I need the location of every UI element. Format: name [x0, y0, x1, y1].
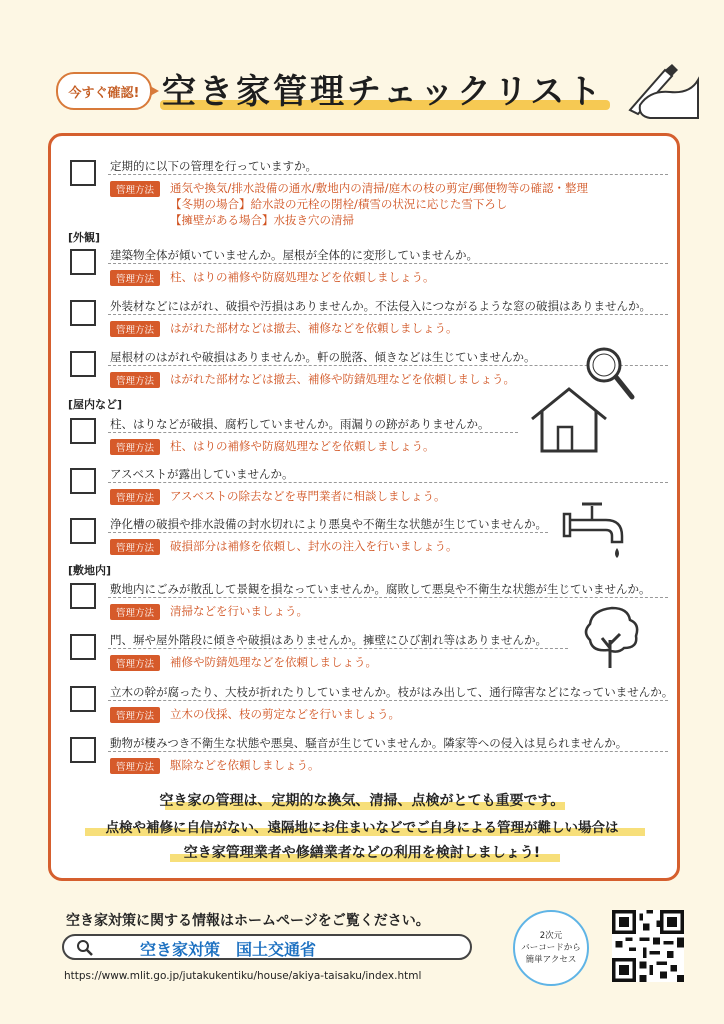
checkbox-premises-3[interactable]: [70, 686, 96, 712]
divider: [108, 532, 548, 533]
section-label-interior: [屋内など]: [68, 398, 123, 411]
faucet-icon: [560, 492, 636, 560]
checkbox-interior-3[interactable]: [70, 518, 96, 544]
method-tag: 管理方法: [110, 604, 160, 620]
question: 屋根材のはがれや破損はありませんか。軒の脱落、傾きなどは生じていませんか。: [110, 350, 536, 364]
question-intro: 定期的に以下の管理を行っていますか。: [110, 159, 317, 173]
method-tag: 管理方法: [110, 707, 160, 723]
checkbox-exterior-3[interactable]: [70, 351, 96, 377]
checkbox-premises-4[interactable]: [70, 737, 96, 763]
answer: 補修や防錆処理などを依頼しましょう。: [170, 655, 377, 669]
question: 柱、はりなどが破損、腐朽していませんか。雨漏りの跡がありませんか。: [110, 417, 490, 431]
answer: アスベストの除去などを専門業者に相談しましょう。: [170, 489, 446, 503]
tree-icon: [582, 604, 642, 670]
answer: 立木の伐採、枝の剪定などを行いましょう。: [170, 707, 400, 721]
question: 建築物全体が傾いていませんか。屋根が全体的に変形していませんか。: [110, 248, 478, 262]
house-icon: [528, 383, 610, 455]
search-icon: [76, 939, 94, 957]
bubble-line-3: 簡単アクセス: [525, 955, 577, 965]
method-tag: 管理方法: [110, 539, 160, 555]
badge: 今すぐ確認!: [56, 72, 152, 110]
method-tag: 管理方法: [110, 270, 160, 286]
answer: 柱、はりの補修や防腐処理などを依頼しましょう。: [170, 439, 435, 453]
checkbox-exterior-2[interactable]: [70, 300, 96, 326]
divider: [108, 174, 668, 175]
method-tag: 管理方法: [110, 439, 160, 455]
question: アスベストが露出していませんか。: [110, 467, 294, 481]
answer: はがれた部材などは撤去、補修などを依頼しましょう。: [170, 321, 458, 335]
question: 浄化槽の破損や排水設備の封水切れにより悪臭や不衛生な状態が生じていませんか。: [110, 517, 547, 531]
question: 外装材などにはがれ、破損や汚損はありませんか。不法侵入につながるような窓の破損はありませんか。: [110, 299, 651, 313]
answer: 柱、はりの補修や防腐処理などを依頼しましょう。: [170, 270, 435, 284]
closing-line-2: 点検や補修に自信がない、遠隔地にお住まいなどでご自身による管理が難しい場合は: [105, 820, 619, 836]
divider: [108, 314, 668, 315]
divider: [108, 482, 668, 483]
qr-code-icon[interactable]: [612, 910, 684, 982]
intro-line-2: 【冬期の場合】給水設の元栓の閉栓/積雪の状況に応じた雪下ろし: [170, 197, 508, 211]
checkbox-premises-2[interactable]: [70, 634, 96, 660]
question: 立木の幹が腐ったり、大枝が折れたりしていませんか。枝がはみ出して、通行障害などになっていませんか。: [110, 685, 674, 699]
section-label-exterior: [外観]: [68, 231, 101, 244]
method-tag: 管理方法: [110, 321, 160, 337]
method-tag: 管理方法: [110, 372, 160, 388]
answer: はがれた部材などは撤去、補修や防錆処理などを依頼しましょう。: [170, 372, 515, 386]
answer: 駆除などを依頼しましょう。: [170, 758, 320, 772]
checkbox-interior-2[interactable]: [70, 468, 96, 494]
bubble-line-1: 2次元: [539, 931, 563, 941]
divider: [108, 263, 668, 264]
page-title: 空き家管理チェックリスト: [162, 72, 605, 112]
intro-line-1: 通気や換気/排水設備の通水/敷地内の清掃/庭木の枝の剪定/郵便物等の確認・整理: [170, 181, 588, 195]
method-tag: 管理方法: [110, 758, 160, 774]
checkbox-intro[interactable]: [70, 160, 96, 186]
closing-line-3: 空き家管理業者や修繕業者などの利用を検討しましょう!: [183, 845, 541, 861]
info-text: 空き家対策に関する情報はホームページをご覧ください。: [66, 913, 430, 929]
method-tag: 管理方法: [110, 655, 160, 671]
divider: [108, 700, 668, 701]
divider: [108, 751, 668, 752]
answer: 破損部分は補修を依頼し、封水の注入を行いましょう。: [170, 539, 458, 553]
qr-hint-bubble: [513, 910, 589, 986]
pen-hand-icon: [620, 50, 700, 120]
question: 門、塀や屋外階段に傾きや破損はありませんか。擁壁にひび割れ等はありませんか。: [110, 633, 547, 647]
method-tag: 管理方法: [110, 489, 160, 505]
section-label-premises: [敷地内]: [68, 564, 112, 577]
question: 動物が棲みつき不衛生な状態や悪臭、騒音が生じていませんか。隣家等への侵入は見られませんか。: [110, 736, 628, 750]
divider: [108, 597, 668, 598]
bubble-line-2: バーコードから: [521, 943, 581, 953]
checkbox-premises-1[interactable]: [70, 583, 96, 609]
method-tag: 管理方法: [110, 181, 160, 197]
checkbox-exterior-1[interactable]: [70, 249, 96, 275]
url-link[interactable]: https://www.mlit.go.jp/jutakukentiku/house/akiya-taisaku/index.html: [64, 970, 422, 982]
intro-line-3: 【擁壁がある場合】水抜き穴の清掃: [170, 213, 354, 227]
divider: [108, 648, 568, 649]
answer: 清掃などを行いましょう。: [170, 604, 308, 618]
search-text: 空き家対策 国土交通省: [140, 940, 317, 959]
closing-line-1: 空き家の管理は、定期的な換気、清掃、点検がとても重要です。: [159, 793, 565, 809]
divider: [108, 432, 518, 433]
question: 敷地内にごみが散乱して景観を損なっていませんか。腐敗して悪臭や不衛生な状態が生じていませんか。: [110, 582, 651, 596]
checkbox-interior-1[interactable]: [70, 418, 96, 444]
